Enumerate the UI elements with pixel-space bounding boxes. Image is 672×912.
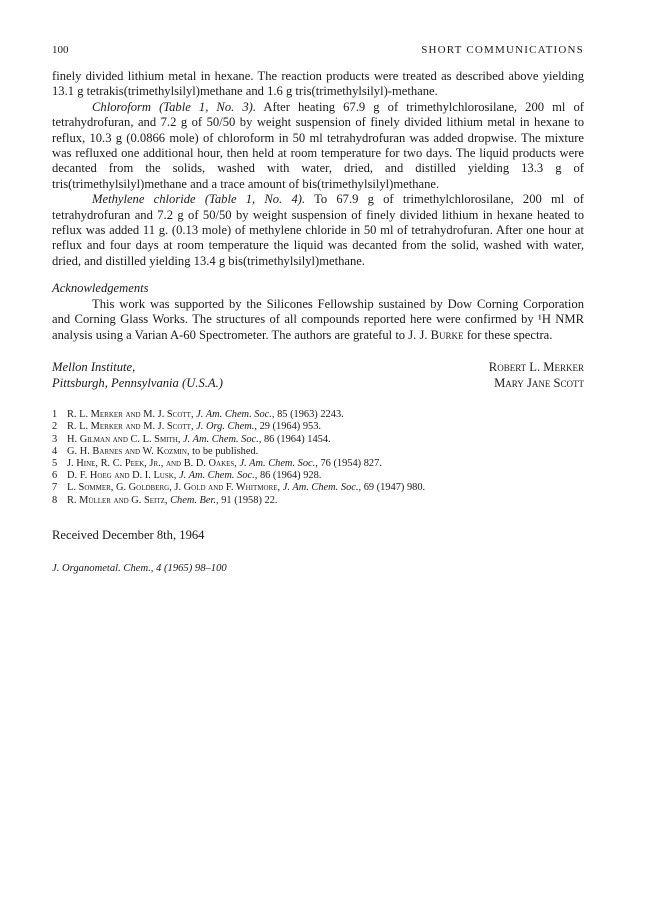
reference-authors: R. L. Merker and M. J. Scott, bbox=[67, 421, 194, 433]
paragraph-chloroform bbox=[52, 100, 584, 192]
reference-details: 86 (1964) 1454. bbox=[263, 433, 331, 445]
reference-number: 3 bbox=[52, 433, 58, 445]
ack-text-before: This work was supported by the Silicones Fellowship sustained by Dow Corning Corporation and Corning Glass Works. The structures of all compounds reported here were confirmed by ¹H NMR analysis using a Varian A-60 Spectrometer. The authors are grateful to J. J. bbox=[52, 296, 584, 342]
reference-details: 29 (1964) 953. bbox=[259, 421, 322, 433]
reference-item bbox=[52, 470, 584, 482]
reference-authors: D. F. Hoeg and D. I. Lusk, bbox=[67, 470, 177, 482]
reference-number: 4 bbox=[52, 445, 58, 457]
reference-details: to be published. bbox=[192, 445, 259, 457]
author-signature-block bbox=[52, 360, 584, 391]
authors bbox=[489, 360, 584, 391]
journal-citation: J. Organometal. Chem., 4 (1965) 98–100 bbox=[52, 562, 227, 574]
reference-details: 86 (1964) 928. bbox=[259, 470, 322, 482]
reference-authors: L. Sommer, G. Goldberg, J. Gold and F. Whitmore, bbox=[67, 482, 281, 494]
reference-journal: J. Am. Chem. Soc., bbox=[196, 409, 275, 421]
reference-details: 85 (1963) 2243. bbox=[277, 409, 344, 421]
acknowledgements-text bbox=[52, 297, 584, 343]
received-date: Received December 8th, 1964 bbox=[52, 527, 205, 542]
author-name: Robert L. Merker bbox=[488, 359, 584, 374]
reference-list bbox=[52, 409, 584, 507]
reference-item bbox=[52, 446, 584, 458]
reference-authors: G. H. Barnes and W. Kozmin, bbox=[67, 445, 190, 457]
reference-item bbox=[52, 458, 584, 470]
page-header bbox=[52, 44, 584, 56]
ack-person-name: Burke bbox=[430, 327, 464, 342]
article-body bbox=[52, 69, 584, 343]
reference-details: 69 (1947) 980. bbox=[363, 482, 426, 494]
reference-item bbox=[52, 482, 584, 494]
reference-journal: Chem. Ber., bbox=[170, 494, 219, 506]
methylene-chloride-text: To 67.9 g of trimethylchlorosilane, 200 ml of tetrahydrofuran and 7.2 g of 50/50 by weight suspension of finely divided lithium in hexane heated to reflux was added 11 g. (0.13 mole) of methylene chloride in 50 ml of tetrahydrofuran. After one hour at reflux and four days at room temperature the liquid was decanted from the solid, washed with water, dried, and distilled yielding 13.4 g bis(trimethylsilyl)methane. bbox=[52, 192, 584, 268]
paragraph-tetrakis-continued: finely divided lithium metal in hexane. The reaction products were treated as described above yielding 13.1 g tetrakis(trimethylsilyl)methane and 1.6 g tris(trimethylsilyl)-methane. bbox=[52, 69, 584, 99]
reference-details: 76 (1954) 827. bbox=[320, 457, 382, 469]
reference-journal: J. Am. Chem. Soc., bbox=[179, 470, 258, 482]
methylene-chloride-run-in-title: Methylene chloride (Table 1, No. 4). bbox=[92, 192, 306, 207]
reference-number: 1 bbox=[52, 409, 58, 421]
reference-journal: J. Org. Chem., bbox=[196, 421, 257, 433]
reference-authors: R. L. Merker and M. J. Scott, bbox=[67, 409, 194, 421]
reference-authors: R. Müller and G. Seitz, bbox=[67, 494, 168, 506]
reference-number: 8 bbox=[52, 494, 58, 506]
paragraph-methylene-chloride bbox=[52, 192, 584, 269]
chloroform-text: After heating 67.9 g of trimethylchlorosilane, 200 ml of tetrahydrofuran, and 7.2 g of 50/50 by weight suspension of finely divided lithium metal in hexane to reflux, 10.3 g (0.0866 mole) of chloroform in 50 ml tetrahydrofuran was added dropwise. The mixture was refluxed one additional hour, then held at room temperature for two days. The liquid products were decanted from the solids, washed with water, dried, and distilled yielding 13.3 g of tris(trimethylsilyl)methane and a trace amount of bis(trimethylsilyl)methane. bbox=[52, 99, 584, 191]
institution: Mellon Institute, bbox=[52, 359, 136, 374]
affiliation bbox=[52, 360, 223, 391]
reference-journal: J. Am. Chem. Soc., bbox=[282, 482, 362, 494]
reference-number: 5 bbox=[52, 457, 58, 469]
reference-authors: J. Hine, R. C. Peek, Jr., and B. D. Oakes, bbox=[67, 457, 237, 469]
reference-number: 7 bbox=[52, 482, 58, 494]
author-name: Mary Jane Scott bbox=[494, 375, 584, 390]
reference-details: 91 (1958) 22. bbox=[221, 494, 278, 506]
institution-location: Pittsburgh, Pennsylvania (U.S.A.) bbox=[52, 375, 223, 390]
reference-item bbox=[52, 434, 584, 446]
reference-journal: J. Am. Chem. Soc., bbox=[239, 457, 318, 469]
reference-item bbox=[52, 495, 584, 507]
reference-journal: J. Am. Chem. Soc., bbox=[183, 433, 262, 445]
ack-text-after: for these spectra. bbox=[463, 327, 553, 342]
reference-authors: H. Gilman and C. L. Smith, bbox=[67, 433, 181, 445]
running-head: SHORT COMMUNICATIONS bbox=[421, 44, 584, 56]
reference-item bbox=[52, 409, 584, 421]
chloroform-run-in-title: Chloroform (Table 1, No. 3). bbox=[92, 99, 256, 114]
page-number: 100 bbox=[52, 44, 69, 56]
reference-number: 2 bbox=[52, 421, 58, 433]
reference-number: 6 bbox=[52, 470, 58, 482]
reference-item bbox=[52, 421, 584, 433]
acknowledgements-heading: Acknowledgements bbox=[52, 281, 149, 296]
